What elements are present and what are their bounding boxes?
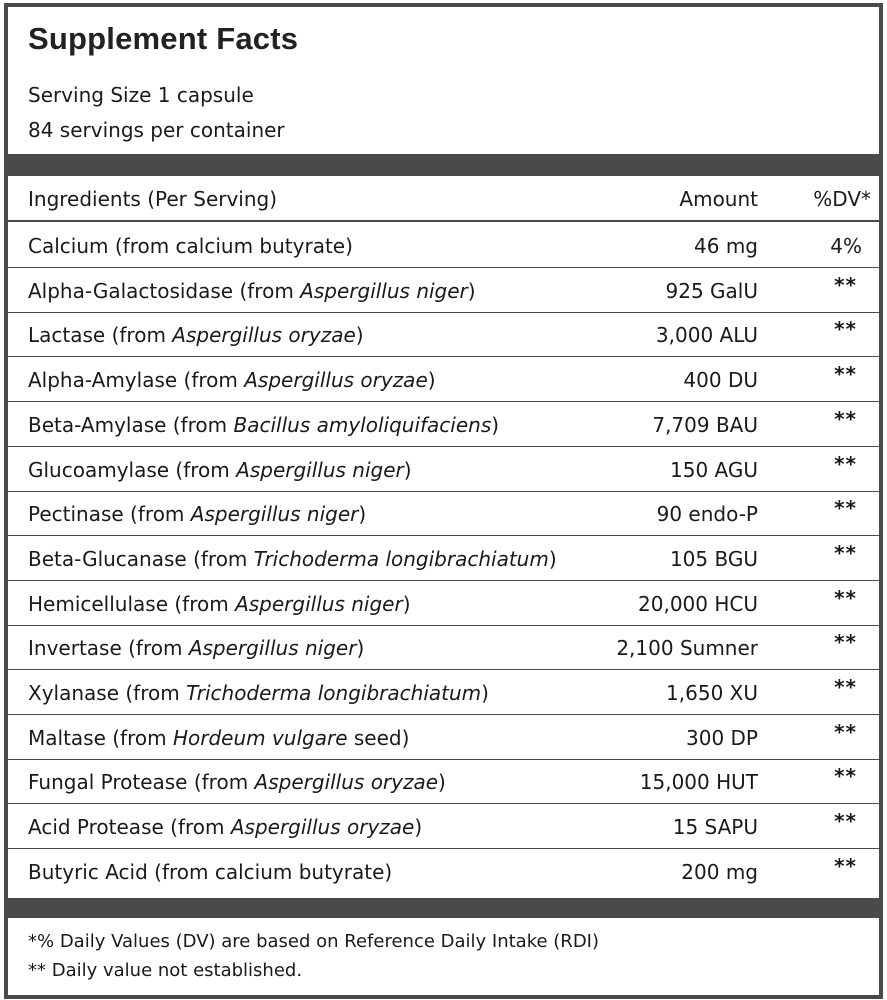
- ingredient-amount: 7,709 BAU: [652, 412, 758, 437]
- ingredient-source: Trichoderma longibrachiatum: [253, 546, 549, 571]
- ingredient-amount: 300 DP: [686, 725, 758, 750]
- ingredient-source: Aspergillus oryzae: [244, 368, 428, 393]
- header-ingredients: Ingredients (Per Serving): [28, 187, 278, 211]
- ingredient-dv: **: [834, 764, 857, 789]
- footnote-dv: *% Daily Values (DV) are based on Reference Daily Intake (RDI): [28, 931, 600, 952]
- table-row: [8, 402, 879, 447]
- table-row: [8, 268, 879, 313]
- ingredient-source: Aspergillus oryzae: [230, 815, 415, 840]
- ingredient-name: Acid Protease (from Aspergillus oryzae): [28, 815, 423, 840]
- ingredient-source: Aspergillus niger: [300, 278, 468, 303]
- ingredient-dv: **: [834, 362, 857, 387]
- ingredient-name: Alpha-Galactosidase (from Aspergillus niger): [28, 278, 476, 303]
- table-row: [8, 849, 879, 893]
- ingredient-source: Aspergillus niger: [188, 636, 357, 661]
- ingredient-amount: 15 SAPU: [672, 815, 758, 840]
- table-row: [8, 491, 879, 536]
- ingredient-source: Aspergillus niger: [235, 591, 403, 616]
- serving-size: Serving Size 1 capsule: [28, 83, 254, 107]
- table-row: [8, 447, 879, 492]
- ingredient-dv: **: [834, 496, 857, 521]
- panel-title: Supplement Facts: [28, 21, 299, 56]
- ingredient-source: Aspergillus oryzae: [254, 770, 439, 795]
- supplement-facts-panel: [4, 3, 883, 999]
- ingredient-dv: **: [834, 451, 857, 476]
- ingredient-dv: **: [834, 719, 857, 744]
- ingredient-dv: **: [834, 406, 857, 431]
- ingredient-name: Beta-Glucanase (from Trichoderma longibrachiatum): [28, 546, 557, 571]
- ingredient-name: Alpha-Amylase (from Aspergillus oryzae): [28, 368, 436, 393]
- ingredient-source: Aspergillus niger: [190, 502, 359, 527]
- ingredient-amount: 90 endo-P: [656, 502, 758, 527]
- ingredient-dv: **: [834, 630, 857, 655]
- ingredient-dv: **: [834, 317, 857, 342]
- ingredient-source: Hordeum vulgare: [172, 725, 348, 750]
- ingredient-amount: 150 AGU: [670, 457, 758, 482]
- table-row: [8, 804, 879, 849]
- ingredient-name: Xylanase (from Trichoderma longibrachiatum): [28, 681, 489, 705]
- ingredient-amount: 925 GalU: [665, 278, 758, 303]
- footnote-not-established: ** Daily value not established.: [28, 960, 303, 981]
- ingredient-amount: 2,100 Sumner: [616, 636, 758, 661]
- table-row: [8, 759, 879, 804]
- ingredient-name: Invertase (from Aspergillus niger): [28, 636, 365, 661]
- ingredient-name: Glucoamylase (from Aspergillus niger): [28, 457, 412, 482]
- ingredient-amount: 20,000 HCU: [638, 591, 758, 616]
- ingredient-dv: **: [834, 585, 857, 610]
- table-row: [8, 357, 879, 402]
- top-divider-bar: [8, 154, 879, 176]
- table-row: [8, 625, 879, 670]
- ingredient-dv: **: [834, 853, 857, 878]
- servings-per-container: 84 servings per container: [28, 118, 285, 142]
- ingredient-name: Fungal Protease (from Aspergillus oryzae): [28, 770, 446, 795]
- ingredient-dv: 4%: [830, 234, 862, 258]
- ingredient-amount: 15,000 HUT: [639, 770, 758, 795]
- ingredient-amount: 46 mg: [694, 234, 758, 258]
- ingredient-dv: **: [834, 540, 857, 565]
- ingredient-name: Butyric Acid (from calcium butyrate): [28, 859, 393, 884]
- header-amount: Amount: [679, 187, 758, 211]
- table-row: [8, 536, 879, 581]
- table-row: [8, 312, 879, 357]
- ingredient-dv: **: [834, 272, 857, 297]
- bottom-divider-bar: [8, 898, 879, 918]
- ingredient-dv: **: [834, 809, 857, 834]
- table-row: [8, 715, 879, 760]
- ingredient-amount: 3,000 ALU: [655, 323, 758, 348]
- ingredient-name: Pectinase (from Aspergillus niger): [28, 502, 367, 527]
- table-row: [8, 670, 879, 715]
- table-row: [8, 223, 879, 268]
- table-header: [8, 176, 879, 222]
- ingredient-source: Bacillus amyloliquifaciens: [233, 412, 492, 437]
- ingredient-name: Hemicellulase (from Aspergillus niger): [28, 591, 411, 616]
- ingredient-amount: 400 DU: [683, 368, 758, 393]
- ingredient-name: Beta-Amylase (from Bacillus amyloliquifaciens): [28, 412, 500, 437]
- ingredient-source: Aspergillus niger: [236, 457, 404, 482]
- ingredient-dv: **: [834, 675, 857, 699]
- ingredient-source: Trichoderma longibrachiatum: [186, 681, 482, 705]
- header-dv: %DV*: [813, 187, 871, 211]
- ingredient-name: Lactase (from Aspergillus oryzae): [28, 323, 364, 348]
- ingredient-name: Maltase (from Hordeum vulgare seed): [28, 725, 410, 750]
- ingredient-name: Calcium (from calcium butyrate): [28, 234, 353, 258]
- ingredient-amount: 200 mg: [681, 859, 758, 884]
- ingredient-amount: 1,650 XU: [666, 681, 758, 705]
- ingredient-amount: 105 BGU: [669, 546, 758, 571]
- ingredient-source: Aspergillus oryzae: [172, 323, 356, 348]
- table-row: [8, 581, 879, 626]
